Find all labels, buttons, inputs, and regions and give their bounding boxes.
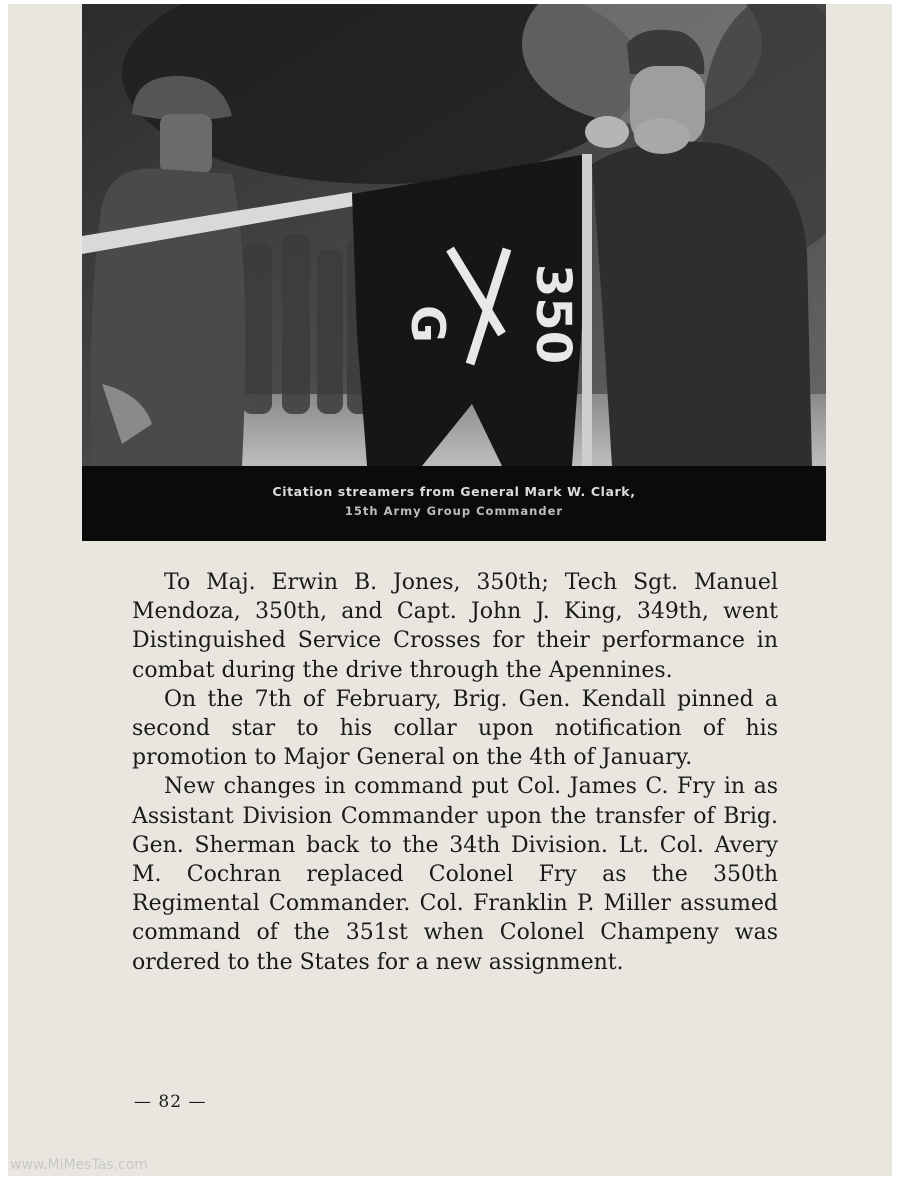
- watermark: www.MiMesTas.com: [10, 1157, 148, 1173]
- paragraph: To Maj. Erwin B. Jones, 350th; Tech Sgt. Manuel Mendoza, 350th, and Capt. John J. King, 349th, went Distinguished Service Crosses for their performance in combat during the drive through the Apennines.: [132, 570, 778, 683]
- photo-illustration: [82, 4, 826, 466]
- caption-line-2: 15th Army Group Commander: [344, 504, 564, 518]
- photo-caption: [82, 466, 826, 541]
- page-number: — 82 —: [134, 1092, 207, 1112]
- document-page: [8, 4, 892, 1176]
- body-text: [132, 568, 778, 977]
- photograph-block: [82, 4, 826, 541]
- paragraph: On the 7th of February, Brig. Gen. Kendall pinned a second star to his collar upon notification of his promotion to Major General on the 4th of January.: [132, 686, 778, 771]
- caption-line-1: Citation streamers from General Mark W. Clark,: [272, 484, 636, 499]
- paragraph: New changes in command put Col. James C. Fry in as Assistant Division Commander upon the transfer of Brig. Gen. Sherman back to the 34th Division. Lt. Col. Avery M. Cochran replaced Colonel Fry as the 350th Regimental Commander. Col. Franklin P. Miller assumed command of the 351st when Colonel Champeny was ordered to the States for a new assignment.: [132, 774, 778, 975]
- svg-text:350: 350: [525, 263, 581, 365]
- photograph: [82, 4, 826, 466]
- svg-text:G: G: [401, 305, 455, 343]
